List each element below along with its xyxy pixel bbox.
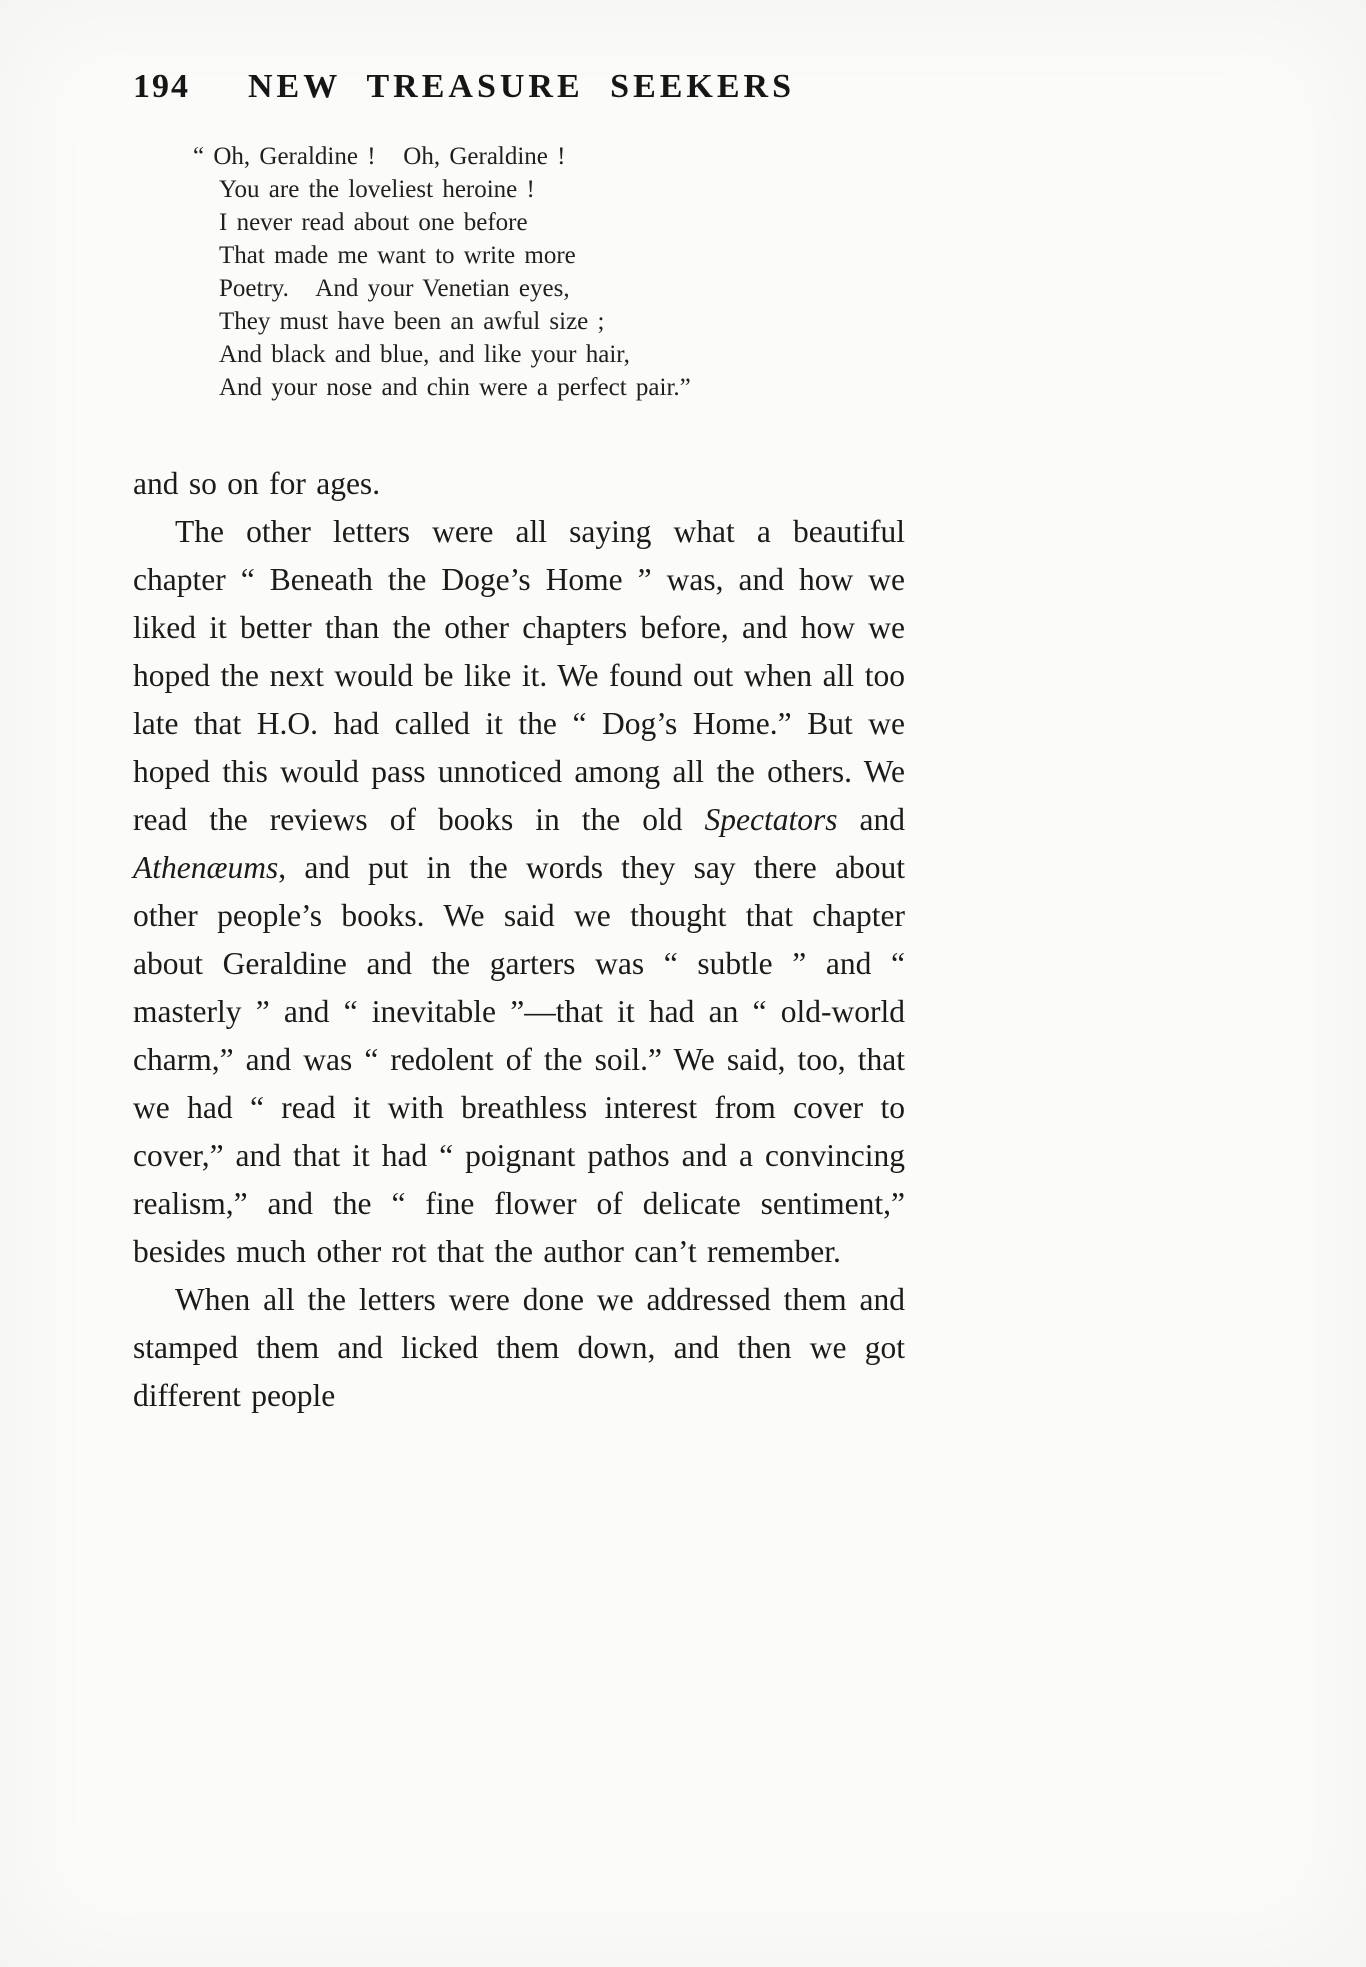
- plain-text: , and put in the words they say there about other people’s books. We said we thought that chapter about Geraldine and the garters was “ subtle ” and “ masterly ” and “ inevitable ”—that it had an “ old-world charm,” and was “ redolent of the soil.” We said, too, that we had “ read it with breathless interest from cover to cover,” and that it had “ poignant pathos and a convincing realism,” and the “ fine flower of delicate sentiment,” besides much other rot that the author can’t remember.: [133, 850, 905, 1269]
- page-header: [133, 68, 1366, 106]
- poem-line: You are the loveliest heroine !: [219, 176, 535, 203]
- plain-text: and: [837, 802, 905, 837]
- italic-text: Athenæums: [133, 850, 279, 885]
- poem-line: And black and blue, and like your hair,: [219, 341, 630, 368]
- body-text: [133, 460, 905, 1420]
- page-number: 194: [133, 68, 190, 105]
- paragraph: [133, 1276, 905, 1420]
- plain-text: and so on for ages.: [133, 466, 381, 501]
- poem-line: That made me want to write more: [219, 242, 576, 269]
- italic-text: Spectators: [704, 802, 838, 837]
- poem-line: They must have been an awful size ;: [219, 308, 605, 335]
- paragraph: [133, 508, 905, 1276]
- poem-line: Poetry. And your Venetian eyes,: [219, 275, 570, 302]
- plain-text: The other letters were all saying what a beautiful chapter “ Beneath the Doge’s Home ” was, and how we liked it better than the other chapters before, and how we hoped the next would be like it. We found out when all too late that H.O. had called it the “ Dog’s Home.” But we hoped this would pass unnoticed among all the others. We read the reviews of books in the old: [133, 514, 905, 837]
- paragraph: [133, 460, 905, 508]
- poem-line: And your nose and chin were a perfect pair.”: [219, 374, 691, 401]
- poem-block: [193, 140, 1366, 404]
- poem-line: “ Oh, Geraldine ! Oh, Geraldine !: [193, 143, 566, 170]
- running-title: NEW TREASURE SEEKERS: [248, 68, 796, 105]
- poem-line: I never read about one before: [219, 209, 528, 236]
- plain-text: When all the letters were done we addressed them and stamped them and licked them down, and then we got different people: [133, 1282, 905, 1413]
